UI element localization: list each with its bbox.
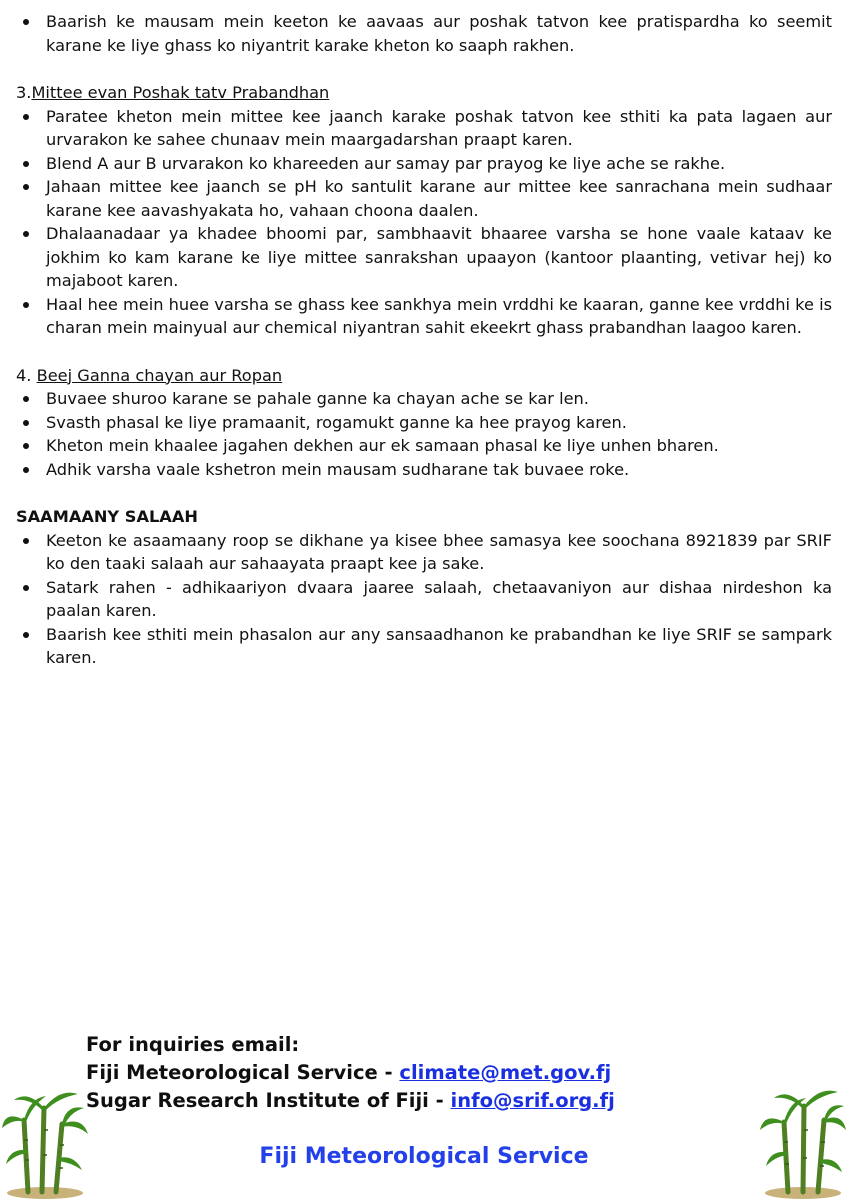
section-4-title: Beej Ganna chayan aur Ropan [36, 365, 283, 385]
contact-org: Fiji Meteorological Service - [86, 1061, 400, 1084]
list-item: Buvaee shuroo karane se pahale ganne ka chayan ache se kar len. [16, 387, 832, 411]
contact-heading: For inquiries email: [86, 1033, 300, 1056]
list-item: Satark rahen - adhikaariyon dvaara jaaree salaah, chetaavaniyon aur dishaa nirdeshon ka paalan karen. [16, 576, 832, 623]
section-3-heading [16, 81, 832, 105]
footer-title: Fiji Meteorological Service [259, 1144, 589, 1169]
contact-org: Sugar Research Institute of Fiji - [86, 1089, 451, 1112]
section-4-heading [16, 364, 832, 388]
list-item: Kheton mein khaalee jagahen dekhen aur ek samaan phasal ke liye unhen bharen. [16, 434, 832, 458]
email-link-srif[interactable]: info@srif.org.fj [450, 1089, 615, 1112]
section-3-bullet-list [16, 105, 832, 340]
section-4-number: 4. [16, 365, 32, 385]
intro-bullet-list [16, 10, 832, 57]
sugarcane-plant-icon [0, 1080, 90, 1200]
list-item: Paratee kheton mein mittee kee jaanch karake poshak tatvon kee sthiti ka pata lagaen aur urvarakon ke sahee chunaav mein maargadarshan praapt karen. [16, 105, 832, 152]
advisory-content [16, 10, 832, 670]
section-4-bullet-list [16, 387, 832, 481]
sugarcane-plant-icon [758, 1080, 848, 1200]
general-advice-bullet-list [16, 529, 832, 670]
section-3-number: 3. [16, 83, 32, 102]
list-item: Dhalaanadaar ya khadee bhoomi par, sambhaavit bhaaree varsha se hone vaale kataav ke jokhim ko kam karane ke liye mittee sanrakshan upaayon (kantoor plaanting, vetivar hej) ko majaboot karen. [16, 222, 832, 293]
list-item: Jahaan mittee kee jaanch se pH ko santulit karane aur mittee kee sanrachana mein sudhaar karane kee aavashyakata ho, vahaan choona daalen. [16, 175, 832, 222]
list-item: Blend A aur B urvarakon ko khareeden aur samay par prayog ke liye ache se rakhe. [16, 152, 832, 176]
list-item: Keeton ke asaamaany roop se dikhane ya kisee bhee samasya kee soochana 8921839 par SRIF ko den taaki salaah aur sahaayata praapt kee ja sake. [16, 529, 832, 576]
list-item: Baarish ke mausam mein keeton ke aavaas aur poshak tatvon kee pratispardha ko seemit karane ke liye ghass ko niyantrit karake kheton ko saaph rakhen. [16, 10, 832, 57]
contact-line-srif [86, 1087, 615, 1115]
list-item: Baarish kee sthiti mein phasalon aur any sansaadhanon ke prabandhan ke liye SRIF se sampark karen. [16, 623, 832, 670]
contact-footer [86, 1031, 615, 1115]
list-item: Adhik varsha vaale kshetron mein mausam sudharane tak buvaee roke. [16, 458, 832, 482]
contact-line-fms [86, 1059, 615, 1087]
list-item: Haal hee mein huee varsha se ghass kee sankhya mein vrddhi ke kaaran, ganne kee vrddhi ke is charan mein mainyual aur chemical niyantran sahit ekeekrt ghass prabandhan laagoo karen. [16, 293, 832, 340]
general-advice-heading: SAAMAANY SALAAH [16, 507, 198, 526]
section-3-title: Mittee evan Poshak tatv Prabandhan [31, 83, 330, 102]
list-item: Svasth phasal ke liye pramaanit, rogamukt ganne ka hee prayog karen. [16, 411, 832, 435]
email-link-fms[interactable]: climate@met.gov.fj [399, 1061, 612, 1084]
